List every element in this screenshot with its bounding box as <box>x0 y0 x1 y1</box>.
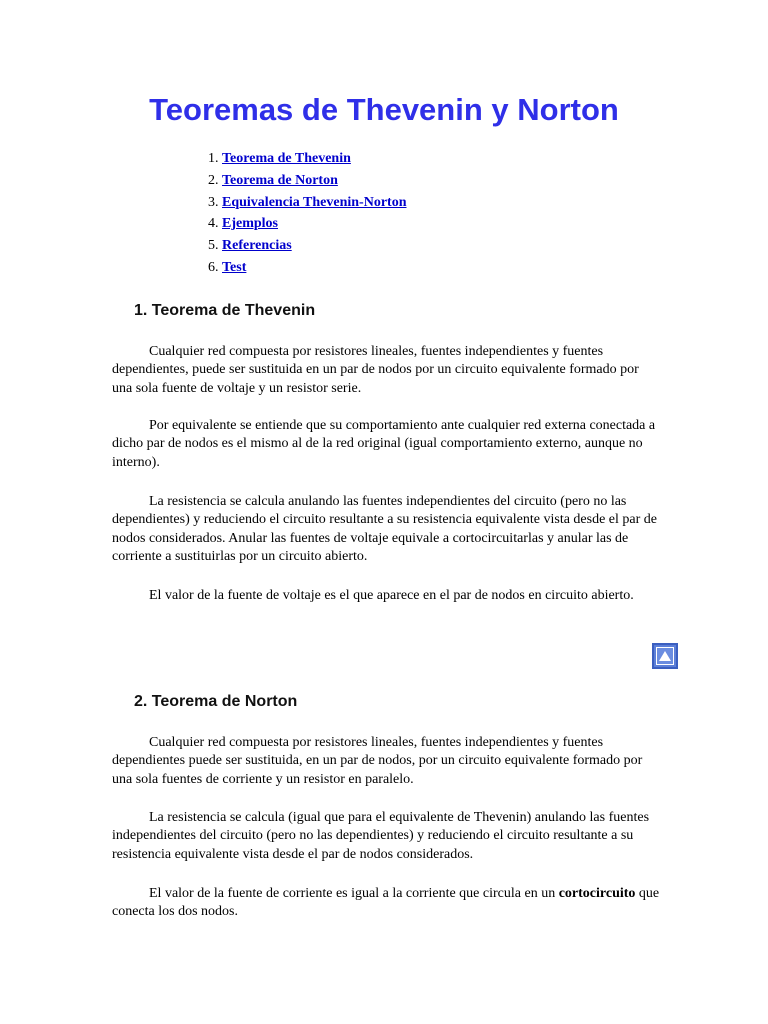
toc-link-test[interactable]: Test <box>222 259 247 275</box>
section-heading-norton: 2. Teorema de Norton <box>134 693 298 710</box>
toc-item <box>208 235 407 257</box>
toc-item <box>208 170 407 192</box>
paragraph <box>112 885 660 922</box>
toc-link-norton[interactable]: Teorema de Norton <box>222 172 338 188</box>
page-title: Teoremas de Thevenin y Norton <box>149 92 619 127</box>
table-of-contents <box>208 148 407 279</box>
back-to-top-button[interactable] <box>652 643 678 669</box>
toc-link-thevenin[interactable]: Teorema de Thevenin <box>222 151 351 166</box>
toc-number: 5. <box>208 238 219 254</box>
bold-term: cortocircuito <box>558 886 636 901</box>
back-to-top-frame <box>656 647 674 665</box>
arrow-up-icon <box>659 651 671 661</box>
toc-item <box>208 148 407 170</box>
paragraph-text: que conecta los dos nodos. <box>112 886 660 920</box>
toc-number: 1. <box>208 151 219 166</box>
paragraph: El valor de la fuente de voltaje es el que aparece en el par de nodos en circuito abierto. <box>149 588 634 603</box>
paragraph: La resistencia se calcula (igual que para el equivalente de Thevenin) anulando las fuentes independientes del circuito (pero no las dependientes) y reduciendo el circuito resultante a su resistencia equivalente vista desde el par de nodos considerados. <box>112 810 650 862</box>
section-heading-thevenin: 1. Teorema de Thevenin <box>134 302 316 319</box>
paragraph-text: El valor de la fuente de corriente es igual a la corriente que circula en un <box>149 886 559 901</box>
toc-item <box>208 192 407 214</box>
toc-number: 4. <box>208 216 219 232</box>
paragraph: La resistencia se calcula anulando las fuentes independientes del circuito (pero no las dependientes) y reduciendo el circuito resultante a su resistencia equivalente vista desde el par de nodos considerados. Anular las fuentes de voltaje equivale a cortocircuitarlas y anular las de corriente a sustituirlas por un circuito abierto. <box>112 494 658 565</box>
paragraph: Cualquier red compuesta por resistores lineales, fuentes independientes y fuentes dependientes puede ser sustituida, en un par de nodos, por un circuito equivalente formado por una sola fuentes de corriente y un resistor en paralelo. <box>112 735 643 787</box>
toc-item <box>208 257 407 279</box>
toc-number: 2. <box>208 172 219 188</box>
toc-item <box>208 213 407 235</box>
toc-number: 6. <box>208 259 219 275</box>
toc-link-ejemplos[interactable]: Ejemplos <box>222 216 278 232</box>
toc-link-equivalencia[interactable]: Equivalencia Thevenin-Norton <box>222 194 407 210</box>
paragraph: Cualquier red compuesta por resistores lineales, fuentes independientes y fuentes dependientes, puede ser sustituida en un par de nodos por un circuito equivalente formado por una sola fuente de voltaje y un resistor serie. <box>112 344 639 396</box>
paragraph: Por equivalente se entiende que su comportamiento ante cualquier red externa conectada a dicho par de nodos es el mismo al de la red original (igual comportamiento externo, aunque no interno). <box>112 418 656 470</box>
toc-number: 3. <box>208 194 219 210</box>
toc-link-referencias[interactable]: Referencias <box>222 238 292 254</box>
